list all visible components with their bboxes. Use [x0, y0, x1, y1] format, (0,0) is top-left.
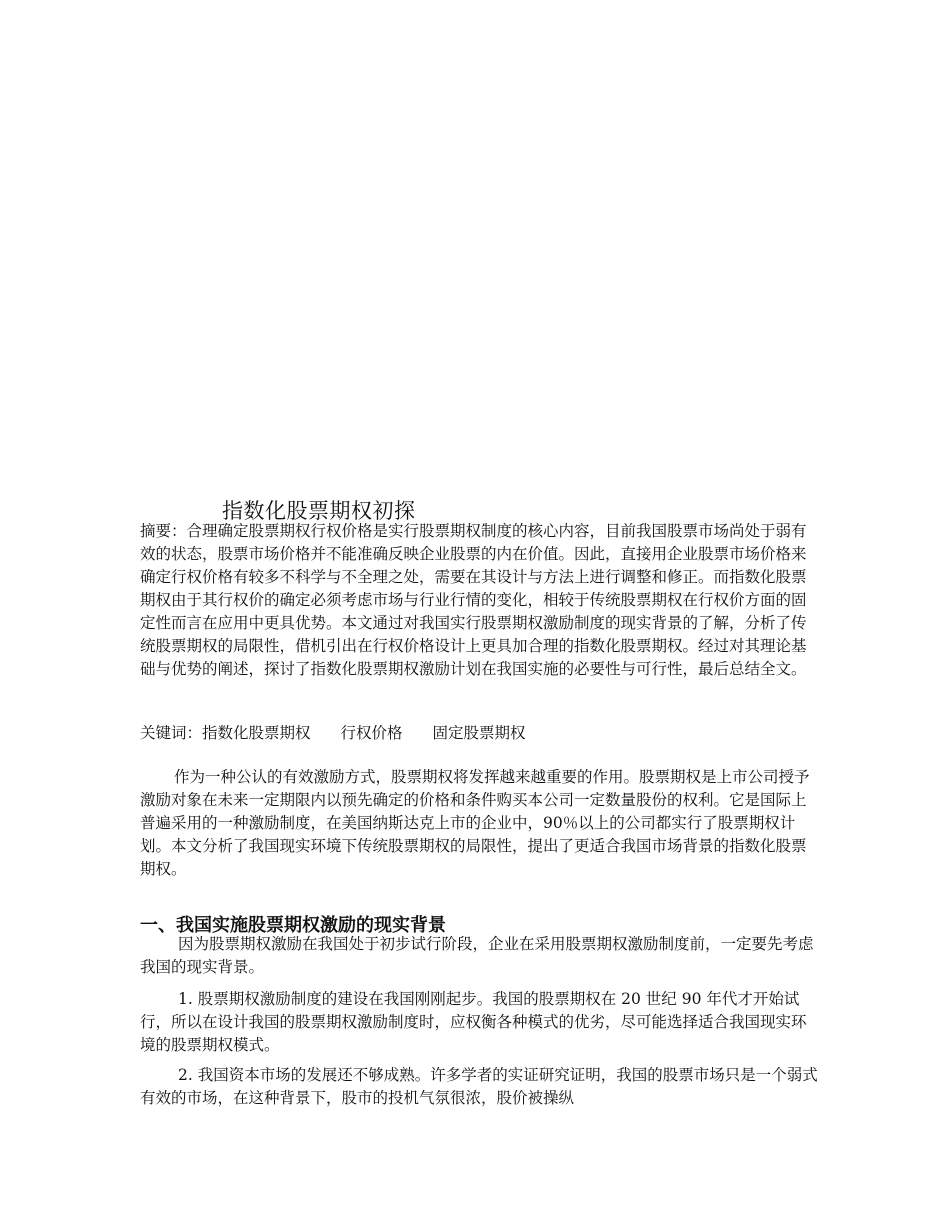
keywords-line	[140, 722, 820, 745]
keyword-item: 行权价格	[340, 724, 403, 742]
body-paragraph: 因为股票期权激励在我国处于初步试行阶段，企业在采用股票期权激励制度前，一定要先考虑我国的现实背景。	[140, 935, 814, 976]
document-title: 指数化股票期权初探	[222, 499, 416, 524]
keyword-item: 固定股票期权	[432, 724, 526, 742]
intro-paragraph: 作为一种公认的有效激励方式，股票期权将发挥越来越重要的作用。股票期权是上市公司授予激励对象在未来一定期限内以预先确定的价格和条件购买本公司一定数量股份的权利。它是国际上普遍采用的一种激励制度，在美国纳斯达克上市的企业中，90％以上的公司都实行了股票期权计划。本文分析了我国现实环境下传统股票期权的局限性，提出了更适合我国市场背景的指数化股票期权。	[140, 768, 810, 878]
keywords-label: 关键词：	[140, 724, 203, 742]
body-paragraph: 2. 我国资本市场的发展还不够成熟。许多学者的实证研究证明，我国的股票市场只是一个弱式有效的市场，在这种背景下，股市的投机气氛很浓，股价被操纵	[140, 1066, 818, 1107]
body-paragraph: 1. 股票期权激励制度的建设在我国刚刚起步。我国的股票期权在 20 世纪 90 年代才开始试行，所以在设计我国的股票期权激励制度时，应权衡各种模式的优劣，尽可能选择适合我国现实环境的股票期权模式。	[140, 990, 807, 1054]
keyword-item: 指数化股票期权	[202, 724, 311, 742]
section-heading: 一、我国实施股票期权激励的现实背景	[140, 914, 446, 936]
abstract-paragraph: 摘要：合理确定股票期权行权价格是实行股票期权制度的核心内容，目前我国股票市场尚处于弱有效的状态，股票市场价格并不能准确反映企业股票的内在价值。因此，直接用企业股票市场价格来确定行权价格有较多不科学与不全理之处，需要在其设计与方法上进行调整和修正。而指数化股票期权由于其行权价的确定必须考虑市场与行业行情的变化，相较于传统股票期权在行权价方面的固定性而言在应用中更具优势。本文通过对我国实行股票期权激励制度的现实背景的了解，分析了传统股票期权的局限性，借机引出在行权价格设计上更具加合理的指数化股票期权。经过对其理论基础与优势的阐述，探讨了指数化股票期权激励计划在我国实施的必要性与可行性，最后总结全文。	[140, 522, 807, 678]
